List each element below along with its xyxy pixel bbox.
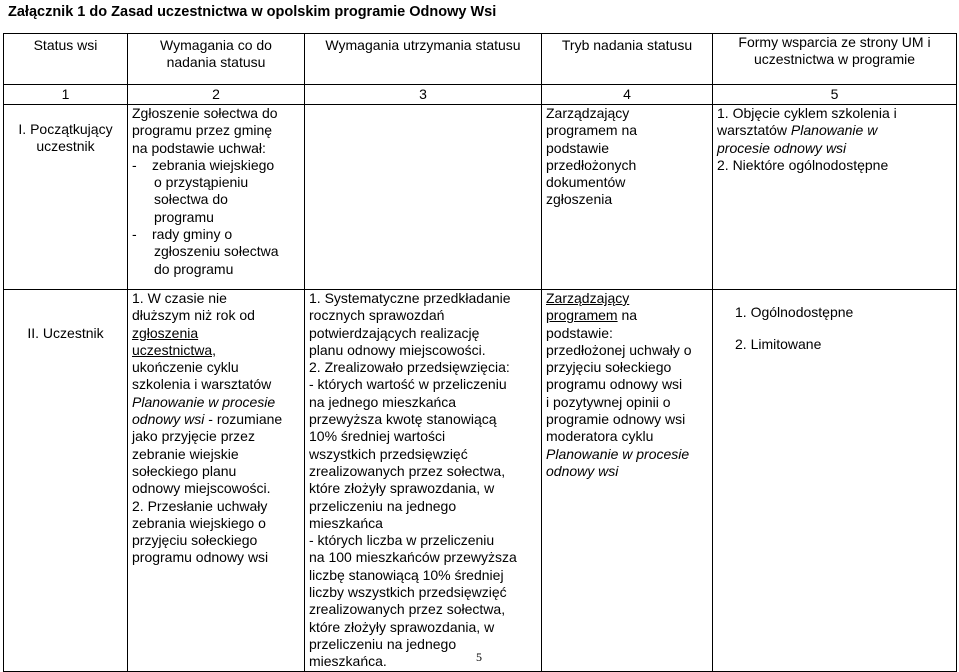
column-numbers-row [4,85,957,105]
page-number: 5 [476,650,482,664]
mode-beginner: Zarządzający programem na podstawie przedłożonych dokumentów zgłoszenia [542,105,713,290]
header-status: Status wsi [4,34,128,85]
keep-requirements-participant: 1. Systematyczne przedkładanie rocznych sprawozdań potwierdzających realizację planu odnowy miejscowości. 2. Zrealizowało przedsięwzięcia: - których wartość w przeliczeniu na jednego mieszkańca przewyższa kwotę stanowiącą 10% średniej wartości wszystkich przedsięwzięć zrealizowanych przez sołectwa, które złożyły sprawozdania, w przeliczeniu na jednego mieszkańca - których liczba w przeliczeniu na 100 mieszkańców przewyższa liczbę stanowiącą 10% średniej liczby wszystkich przedsięwzięć zrealizowanych przez sołectwa, które złożyły sprawozdania, w przeliczeniu na jednego mieszkańca. [305,290,542,672]
program-table [3,33,957,672]
column-number: 2 [128,85,305,105]
column-number: 1 [4,85,128,105]
row-beginner [4,105,957,290]
requirements-beginner: Zgłoszenie sołectwa do programu przez gminę na podstawie uchwał: - zebrania wiejskiego o przystąpieniu sołectwa do programu - rady gminy o zgłoszeniu sołectwa do programu [128,105,305,290]
support-beginner: 1. Objęcie cyklem szkolenia i warsztatów Planowanie w procesie odnowy wsi 2. Niektóre ogólnodostępne [713,105,957,290]
header-support: Formy wsparcia ze strony UM i uczestnictwa w programie [713,34,957,85]
keep-requirements-beginner [305,105,542,290]
column-number: 5 [713,85,957,105]
status-beginner: I. Początkujący uczestnik [4,105,128,290]
row-participant [4,290,957,672]
status-participant: II. Uczestnik [4,290,128,672]
column-number: 4 [542,85,713,105]
header-requirements-grant: Wymagania co do nadania statusu [128,34,305,85]
column-number: 3 [305,85,542,105]
support-participant: 1. Ogólnodostępne 2. Limitowane [713,290,957,672]
header-requirements-keep: Wymagania utrzymania statusu [305,34,542,85]
document-title: Załącznik 1 do Zasad uczestnictwa w opolskim programie Odnowy Wsi [8,4,497,20]
mode-participant: Zarządzający programem na podstawie: przedłożonej uchwały o przyjęciu sołeckiego programu odnowy wsi i pozytywnej opinii o programie odnowy wsi moderatora cyklu Planowanie w procesie odnowy wsi [542,290,713,672]
header-row [4,34,957,85]
header-mode: Tryb nadania statusu [542,34,713,85]
requirements-participant: 1. W czasie nie dłuższym niż rok od zgłoszenia uczestnictwa, ukończenie cyklu szkolenia i warsztatów Planowanie w procesie odnowy wsi - rozumiane jako przyjęcie przez zebranie wiejskie sołeckiego planu odnowy miejscowości. 2. Przesłanie uchwały zebrania wiejskiego o przyjęciu sołeckiego programu odnowy wsi [128,290,305,672]
